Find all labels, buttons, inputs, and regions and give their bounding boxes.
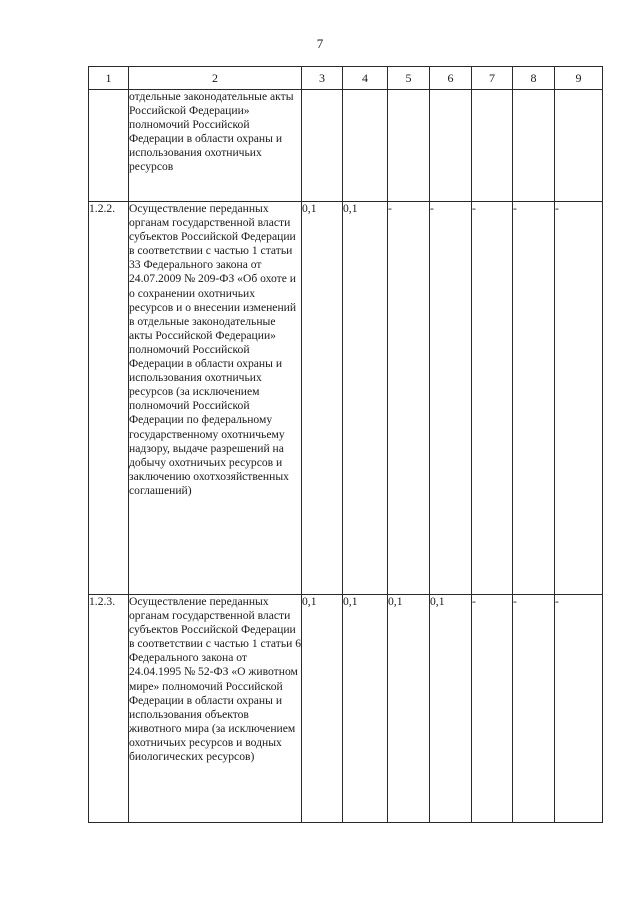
row-number: 1.2.2.	[89, 202, 129, 595]
table-header-row	[89, 67, 603, 90]
column-header-5: 5	[388, 67, 430, 90]
cell-col-7	[472, 90, 513, 202]
cell-col-7: -	[472, 595, 513, 823]
cell-col-7: -	[472, 202, 513, 595]
cell-col-8: -	[513, 595, 555, 823]
column-header-9: 9	[555, 67, 603, 90]
column-header-6: 6	[430, 67, 472, 90]
row-description: Осуществление переданных органам государственной власти субъектов Российской Федерации в соответствии с частью 1 статьи 33 Федерального закона от 24.07.2009 № 209-ФЗ «Об охоте и о сохранении охотничьих ресурсов и о внесении изменений в отдельные законодательные акты Российской Федерации» полномочий Российской Федерации в области охраны и использования охотничьих ресурсов (за исключением полномочий Российской Федерации по федеральному государственному охотничьему надзору, выдаче разрешений на добычу охотничьих ресурсов и заключению охотхозяйственных соглашений)	[129, 202, 302, 595]
cell-col-6	[430, 90, 472, 202]
cell-col-3	[302, 90, 343, 202]
cell-col-8: -	[513, 202, 555, 595]
cell-col-9	[555, 90, 603, 202]
table-row	[89, 202, 603, 595]
cell-col-9: -	[555, 202, 603, 595]
cell-col-4	[343, 90, 388, 202]
column-header-1: 1	[89, 67, 129, 90]
cell-col-4: 0,1	[343, 595, 388, 823]
table-row	[89, 90, 603, 202]
column-header-8: 8	[513, 67, 555, 90]
column-header-7: 7	[472, 67, 513, 90]
cell-col-8	[513, 90, 555, 202]
cell-col-5	[388, 90, 430, 202]
column-header-3: 3	[302, 67, 343, 90]
cell-col-3: 0,1	[302, 202, 343, 595]
cell-col-9: -	[555, 595, 603, 823]
row-number	[89, 90, 129, 202]
cell-col-6: -	[430, 202, 472, 595]
table-row	[89, 595, 603, 823]
row-description: Осуществление переданных органам государственной власти субъектов Российской Федерации в соответствии с частью 1 статьи 6 Федерального закона от 24.04.1995 № 52-ФЗ «О животном мире» полномочий Российской Федерации в области охраны и использования объектов животного мира (за исключением охотничьих ресурсов и водных биологических ресурсов)	[129, 595, 302, 823]
cell-col-3: 0,1	[302, 595, 343, 823]
page-number: 7	[316, 36, 324, 51]
data-table	[88, 66, 603, 823]
column-header-2: 2	[129, 67, 302, 90]
cell-col-4: 0,1	[343, 202, 388, 595]
cell-col-6: 0,1	[430, 595, 472, 823]
cell-col-5: 0,1	[388, 595, 430, 823]
row-number: 1.2.3.	[89, 595, 129, 823]
column-header-4: 4	[343, 67, 388, 90]
cell-col-5: -	[388, 202, 430, 595]
row-description: отдельные законодательные акты Российской Федерации» полномочий Российской Федерации в области охраны и использования охотничьих ресурсов	[129, 90, 302, 202]
